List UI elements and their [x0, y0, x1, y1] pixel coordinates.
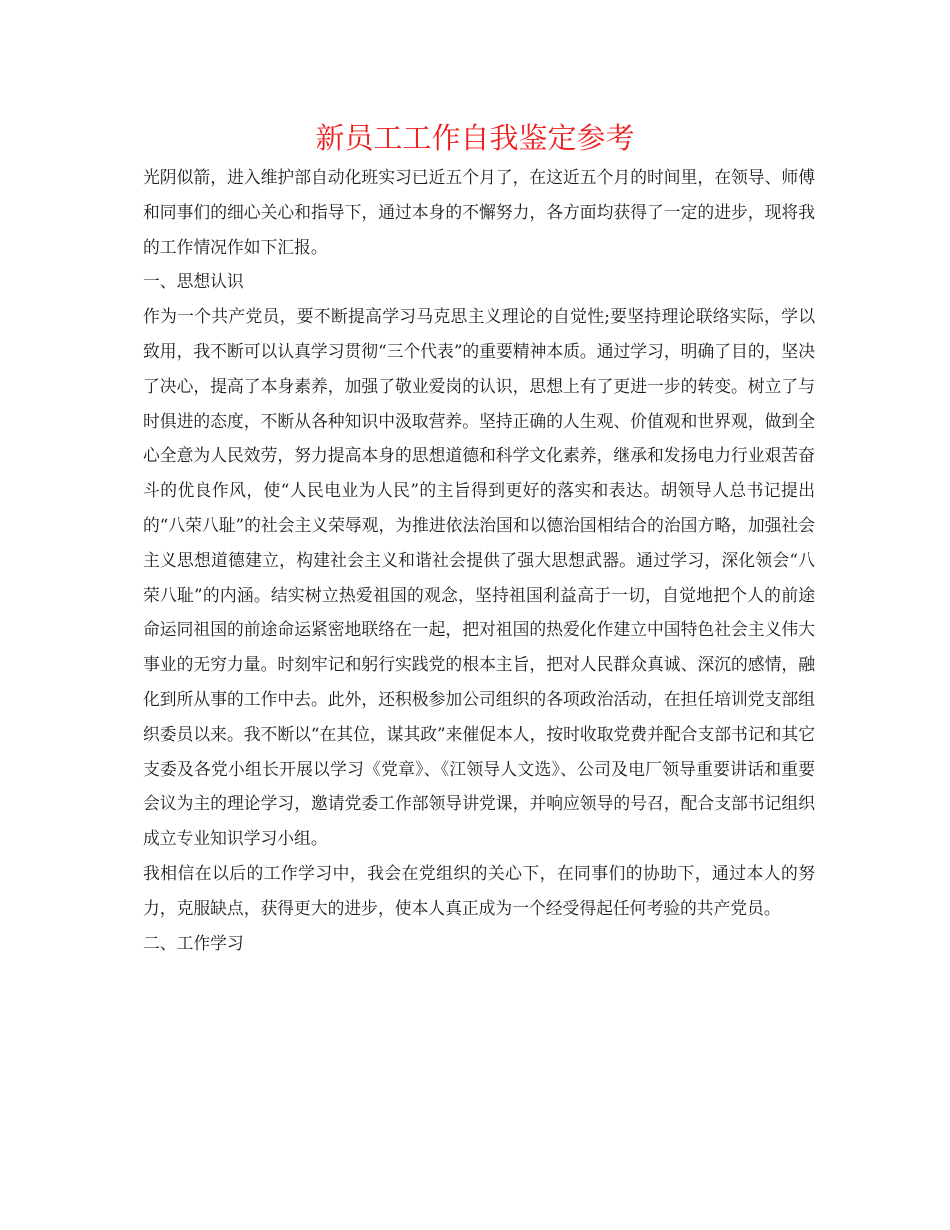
document-title: 新员工工作自我鉴定参考 [315, 121, 635, 155]
ideology-paragraph: 作为一个共产党员，要不断提高学习马克思主义理论的自觉性;要坚持理论联络实际，学以致用，我不断可以认真学习贯彻“三个代表”的重要精神本质。通过学习，明确了目的，坚决了决心，提高了本身素养，加强了敬业爱岗的认识，思想上有了更进一步的转变。树立了与时俱进的态度，不断从各种知识中汲取营养。坚持正确的人生观、价值观和世界观，做到全心全意为人民效劳，努力提高本身的思想道德和科学文化素养，继承和发扬电力行业艰苦奋斗的优良作风，使“人民电业为人民”的主旨得到更好的落实和表达。胡领导人总书记提出的“八荣八耻”的社会主义荣辱观，为推进依法治国和以德治国相结合的治国方略，加强社会主义思想道德建立，构建社会主义和谐社会提供了强大思想武器。通过学习，深化领会“八荣八耻”的内涵。结实树立热爱祖国的观念，坚持祖国利益高于一切，自觉地把个人的前途命运同祖国的前途命运紧密地联络在一起，把对祖国的热爱化作建立中国特色社会主义伟大事业的无穷力量。时刻牢记和躬行实践党的根本主旨，把对人民群众真诚、深沉的感情，融化到所从事的工作中去。此外，还积极参加公司组织的各项政治活动，在担任培训党支部组织委员以来。我不断以“在其位，谋其政”来催促本人，按时收取党费并配合支部书记和其它支委及各党小组长开展以学习《党章》、《江领导人文选》、公司及电厂领导重要讲话和重要会议为主的理论学习，邀请党委工作部领导讲党课，并响应领导的号召，配合支部书记组织成立专业知识学习小组。 [143, 306, 815, 849]
commitment-paragraph: 我相信在以后的工作学习中，我会在党组织的关心下，在同事们的协助下，通过本人的努力，克服缺点，获得更大的进步，使本人真正成为一个经受得起任何考验的共产党员。 [143, 862, 815, 918]
intro-paragraph: 光阴似箭，进入维护部自动化班实习已近五个月了，在这近五个月的时间里，在领导、师傅和同事们的细心关心和指导下，通过本身的不懈努力，各方面均获得了一定的进步，现将我的工作情况作如下汇报。 [143, 167, 815, 257]
section-heading-work-study: 二、工作学习 [143, 932, 244, 953]
document-body [143, 160, 815, 960]
section-heading-ideology: 一、思想认识 [143, 271, 244, 292]
